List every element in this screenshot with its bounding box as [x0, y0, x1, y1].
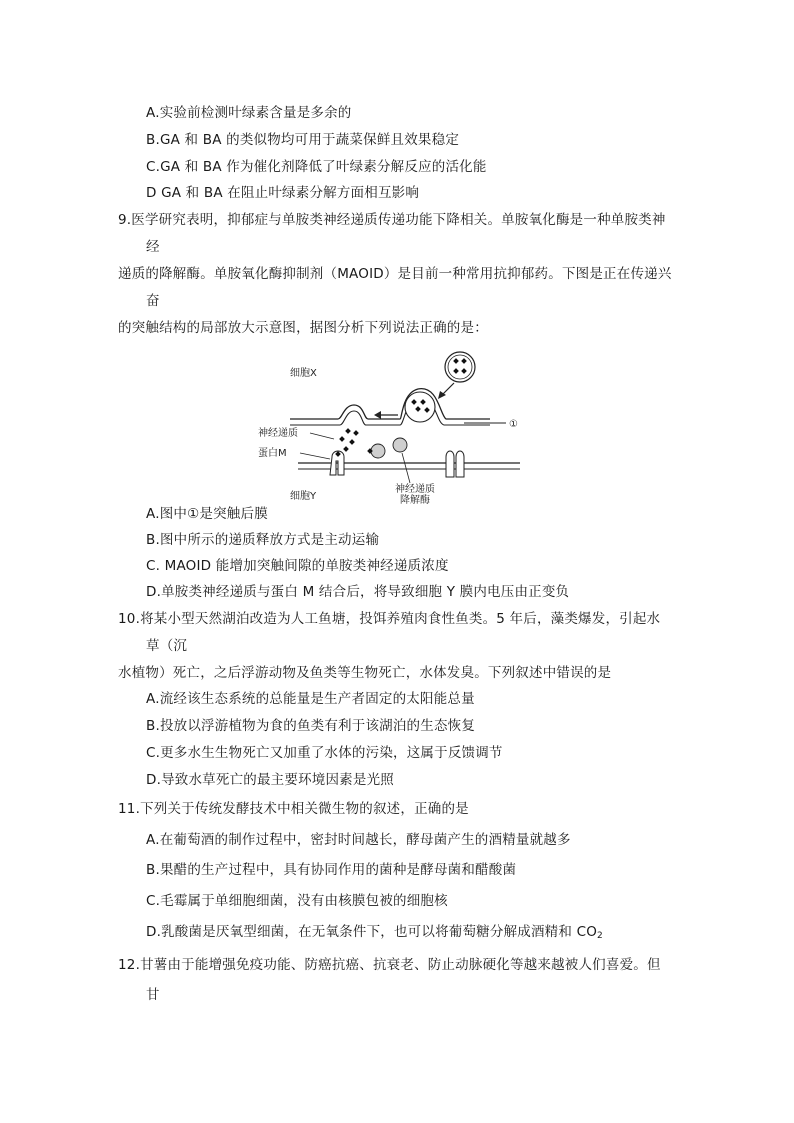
q10-stem-line1: 10.将某小型天然湖泊改造为人工鱼塘，投饵养殖肉食性鱼类。5 年后，藻类爆发，引起水: [118, 611, 661, 627]
degrading-enzyme-2: [393, 438, 407, 452]
q9-option-b: B.图中所示的递质释放方式是主动运输: [146, 532, 380, 548]
q10-stem-line2: 水植物）死亡，之后浮游动物及鱼类等生物死亡，水体发臭。下列叙述中错误的是: [118, 665, 612, 681]
label-enzyme-line2: 降解酶: [400, 495, 430, 505]
q8-option-a: A.实验前检测叶绿素含量是多余的: [146, 105, 352, 121]
label-cell-x: 细胞X: [290, 368, 317, 379]
q10-option-b: B.投放以浮游植物为食的鱼类有利于该湖泊的生态恢复: [146, 718, 476, 734]
q8-option-b: B.GA 和 BA 的类似物均可用于蔬菜保鲜且效果稳定: [146, 132, 460, 148]
q11-option-a: A.在葡萄酒的制作过程中，密封时间越长，酵母菌产生的酒精量就越多: [146, 832, 571, 848]
channel-protein-left: [446, 451, 454, 477]
q9-option-c: C. MAOID 能增加突触间隙的单胺类神经递质浓度: [146, 558, 449, 574]
q12-stem-line1: 12.甘薯由于能增强免疫功能、防癌抗癌、抗衰老、防止动脉硬化等越来越被人们喜爱。但: [118, 957, 661, 973]
q8-option-c: C.GA 和 BA 作为催化剂降低了叶绿素分解反应的活化能: [146, 159, 487, 175]
q9-stem-line2-wrap: 奋: [146, 293, 160, 309]
degrading-enzyme-1: [371, 444, 385, 458]
label-protein-m: 蛋白M: [258, 448, 287, 459]
label-enzyme-line1: 神经递质: [395, 484, 435, 495]
vesicle-fusing: [405, 392, 435, 422]
q9-stem-line1: 9.医学研究表明，抑郁症与单胺类神经递质传递功能下降相关。单胺氧化酶是一种单胺类神: [118, 212, 666, 228]
q9-stem-line1-wrap: 经: [146, 239, 160, 255]
q9-stem-line3: 的突触结构的局部放大示意图，据图分析下列说法正确的是：: [118, 320, 488, 336]
q12-stem-line1-wrap: 甘: [146, 987, 160, 1003]
q10-option-d: D.导致水草死亡的最主要环境因素是光照: [146, 772, 394, 788]
synapse-diagram: [250, 345, 540, 505]
q9-option-a: A.图中①是突触后膜: [146, 506, 268, 522]
q11-option-d-subscript: 2: [597, 931, 603, 941]
arrow-down: [442, 383, 454, 395]
channel-protein-right: [456, 451, 464, 477]
q10-option-c: C.更多水生生物死亡又加重了水体的污染，这属于反馈调节: [146, 745, 503, 761]
q11-option-c: C.毛霉属于单细胞细菌，没有由核膜包被的细胞核: [146, 893, 448, 909]
label-cell-y: 细胞Y: [290, 491, 317, 502]
q9-option-d: D.单胺类神经递质与蛋白 M 结合后，将导致细胞 Y 膜内电压由正变负: [146, 584, 570, 600]
label-neurotransmitter: 神经递质: [258, 428, 298, 439]
q11-stem-line1: 11.下列关于传统发酵技术中相关微生物的叙述，正确的是: [118, 801, 469, 817]
q11-option-d-text: D.乳酸菌是厌氧型细菌，在无氧条件下，也可以将葡萄糖分解成酒精和 CO: [146, 924, 598, 940]
q10-option-a: A.流经该生态系统的总能量是生产者固定的太阳能总量: [146, 691, 475, 707]
q10-stem-line1-wrap: 草（沉: [146, 638, 188, 654]
label-marker-1: ①: [509, 419, 518, 430]
q11-option-d: [146, 923, 603, 945]
q11-option-b: B.果醋的生产过程中，具有协同作用的菌种是酵母菌和醋酸菌: [146, 862, 517, 878]
vesicle-top: [445, 352, 475, 382]
q8-option-d: D GA 和 BA 在阻止叶绿素分解方面相互影响: [146, 185, 420, 201]
q9-stem-line2: 递质的降解酶。单胺氧化酶抑制剂（MAOID）是目前一种常用抗抑郁药。下图是正在传递兴: [118, 266, 672, 282]
